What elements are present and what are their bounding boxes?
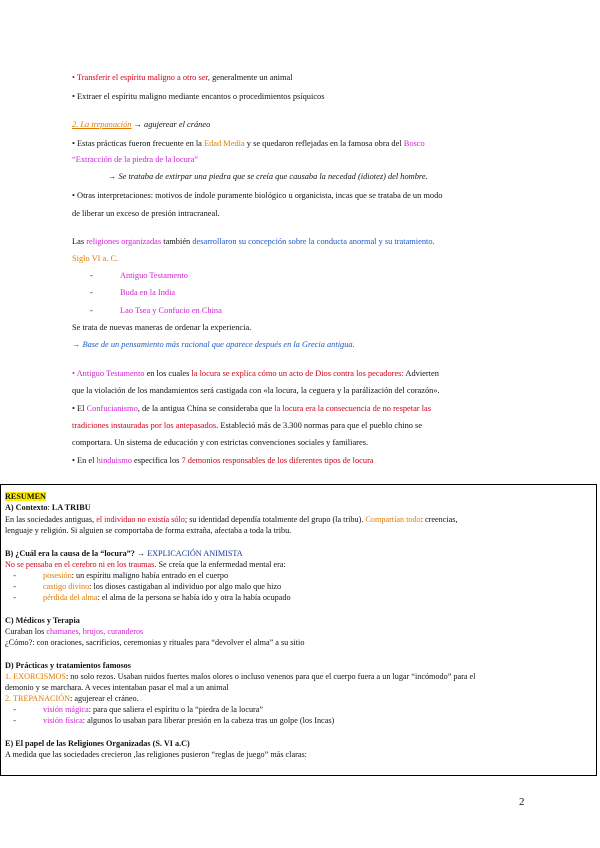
- section-a-line1: En las sociedades antiguas, el individuo no existía sólo; su identidad dependía totalmente del grupo (la tribu). Compartían todo: creencias,: [5, 515, 458, 524]
- section-e-line1: A medida que las sociedades crecieron ,las religiones pusieron “reglas de juego” más claras:: [5, 750, 307, 759]
- list-item: - Antiguo Testamento: [90, 271, 188, 280]
- summary-box: [0, 484, 597, 776]
- list-item: - visión mágica: para que saliera el espíritu o la “piedra de la locura”: [5, 705, 264, 714]
- section-d-line3: 2. TREPANACIÓN: agujerear el cráneo.: [5, 694, 139, 703]
- list-item: - Lao Tsea y Confucio en China: [90, 306, 222, 315]
- stone-note: → Se trataba de extirpar una piedra que se creía que causaba la necedad (idiotez) del hombre.: [108, 172, 428, 181]
- paragraph-other: • Otras interpretaciones: motivos de índole puramente biológico u organicista, incas que se trataba de un modo: [72, 191, 443, 200]
- list-item: - visión física: algunos lo usaban para liberar presión en la cabeza tras un golpe (los Incas): [5, 716, 335, 725]
- paragraph-middle-ages: • Estas prácticas fueron frecuente en la Edad Media y se quedaron reflejadas en la famosa obra del Bosco: [72, 139, 425, 148]
- section-d-line2: demonio y se marchara. A veces intentaban pasar el mal a un animal: [5, 683, 229, 692]
- section-c-line2: ¿Cómo?: con oraciones, sacrificios, ceremonias y rituales para “devolver el alma” a su sitio: [5, 638, 305, 647]
- paragraph-other-cont: de liberar un exceso de presión intracraneal.: [72, 209, 220, 218]
- paragraph-old-testament: • Antiguo Testamento en los cuales la locura se explica cómo un acto de Dios contra los pecadores: Advierten: [72, 369, 439, 378]
- trepanation-heading: 2. La trepanación → agujerear el cráneo: [72, 120, 211, 129]
- section-c-heading: C) Médicos y Terapia: [5, 616, 80, 625]
- section-a-heading: A) Contexto: LA TRIBU: [5, 503, 91, 512]
- section-b-heading: B) ¿Cuál era la causa de la “locura”? → EXPLICACIÓN ANIMISTA: [5, 549, 243, 558]
- paragraph-confucianism-cont2: comportara. Un sistema de educación y con estrictas convenciones sociales y familiares.: [72, 438, 369, 447]
- century-label: Siglo VI a. C.: [72, 254, 119, 263]
- section-b-line1: No se pensaba en el cerebro ni en los traumas. Se creía que la enfermedad mental era:: [5, 560, 286, 569]
- section-e-heading: E) El papel de las Religiones Organizadas (S. VI a.C): [5, 739, 190, 748]
- paragraph-religions: Las religiones organizadas también desarrollaron su concepción sobre la conducta anormal y su tratamiento.: [72, 237, 435, 246]
- paragraph-confucianism: • El Confucianismo, de la antigua China se consideraba que la locura era la consecuencia de no respetar las: [72, 404, 431, 413]
- section-a-line2: lenguaje y religión. Si alguien se comportaba de forma extraña, afectaba a toda la tribu.: [5, 526, 292, 535]
- bosco-work: “Extracción de la piedra de la locura”: [72, 155, 199, 164]
- paragraph-rational: → Base de un pensamiento más racional que aparece después en la Grecia antigua.: [72, 340, 355, 349]
- list-item: - posesión: un espíritu maligno había entrado en el cuerpo: [5, 571, 229, 580]
- list-item: - Buda en la India: [90, 288, 176, 297]
- section-c-line1: Curaban los chamanes, brujos, curanderos: [5, 627, 144, 636]
- bullet-transfer: • Transferir el espíritu maligno a otro ser, generalmente un animal: [72, 73, 293, 82]
- paragraph-hinduism: • En el hinduismo especifica los 7 demonios responsables de los diferentes tipos de locura: [72, 456, 374, 465]
- section-d-heading: D) Prácticas y tratamientos famosos: [5, 661, 131, 670]
- section-d-line1: 1. EXORCISMOS: no solo rezos. Usaban ruidos fuertes malos olores o incluso venenos para que el cuerpo fuera a un lugar “incómodo” para el: [5, 672, 476, 681]
- paragraph-confucianism-cont: tradiciones instauradas por los antepasados. Estableció más de 3.300 normas para que el pueblo chino se: [72, 421, 423, 430]
- bullet-extract: • Extraer el espíritu maligno mediante encantos o procedimientos psíquicos: [72, 92, 325, 101]
- list-item: - pérdida del alma: el alma de la persona se había ido y otra la había ocupado: [5, 593, 291, 602]
- page-number: 2: [519, 796, 525, 808]
- list-item: - castigo divino: los dioses castigaban al individuo por algo malo que hizo: [5, 582, 282, 591]
- paragraph-old-testament-cont: que la violación de los mandamientos será castigada con «la locura, la ceguera y la parálización del corazón».: [72, 386, 440, 395]
- summary-title: RESUMEN: [5, 492, 46, 501]
- paragraph-new-ways: Se trata de nuevas maneras de ordenar la experiencia.: [72, 323, 252, 332]
